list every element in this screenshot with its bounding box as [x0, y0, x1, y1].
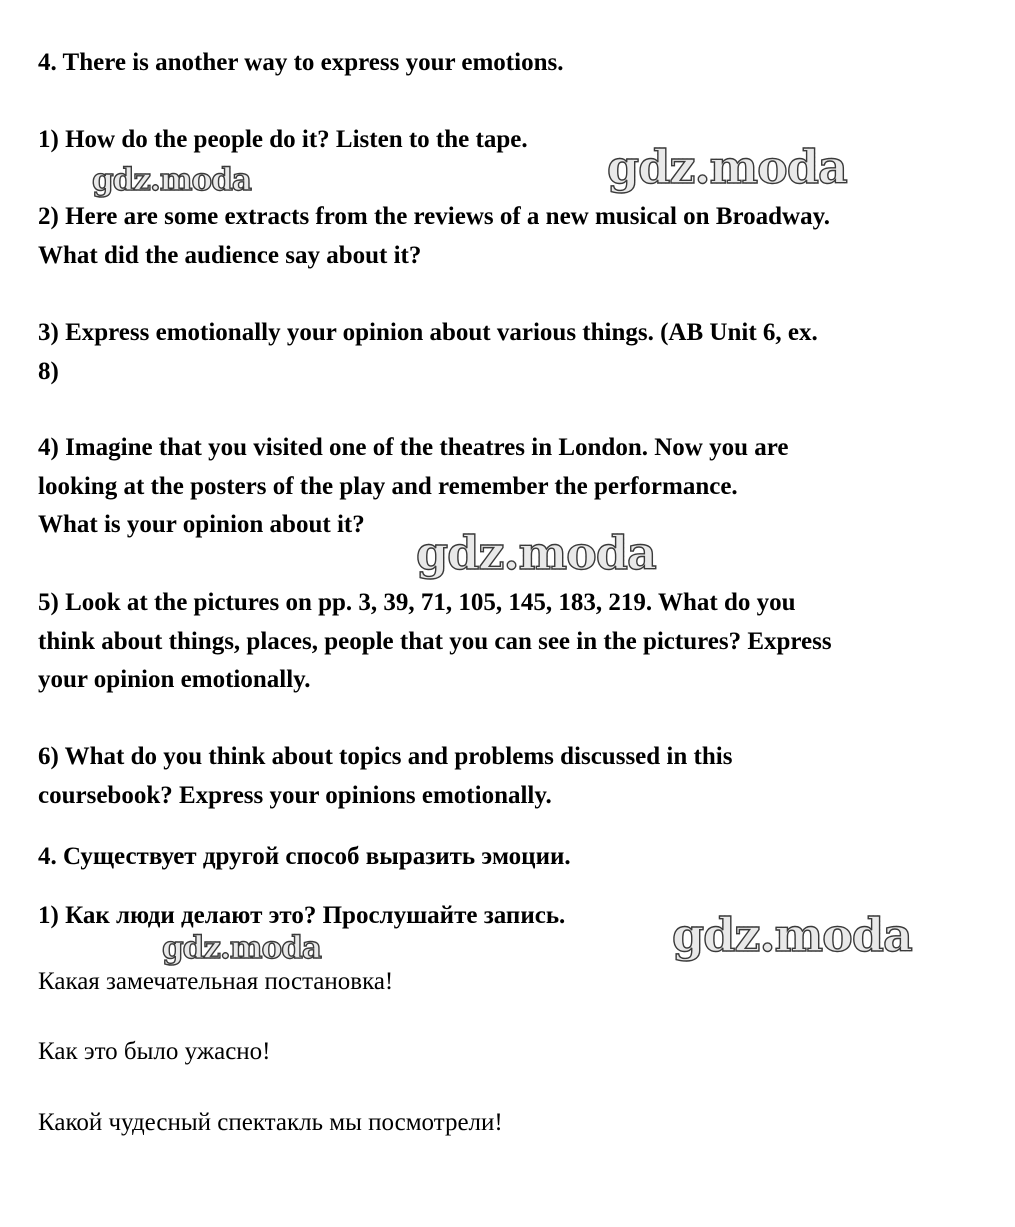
watermark-logo: gdz.moda: [607, 140, 847, 194]
watermark-logo: gdz.moda: [672, 908, 912, 962]
task-item-line: 6) What do you think about topics and problems discussed in this: [38, 743, 733, 770]
task-item-line: looking at the posters of the play and remember the performance.: [38, 472, 738, 500]
task-item-line: 4) Imagine that you visited one of the theatres in London. Now you are: [38, 434, 789, 461]
task-item-3-en: [38, 314, 978, 391]
answer-line-1: Какая замечательная постановка!: [38, 968, 394, 995]
task-item-line: 3) Express emotionally your opinion about various things. (AB Unit 6, ex.: [38, 319, 818, 346]
task-item-line: 5) Look at the pictures on pp. 3, 39, 71, 105, 145, 183, 219. What do you: [38, 589, 796, 616]
heading-text: 4. There is another way to express your emotions.: [38, 49, 564, 76]
task-heading-ru: [38, 838, 978, 877]
task-item-line: What did the audience say about it?: [38, 241, 422, 269]
task-item-line: What is your opinion about it?: [38, 511, 365, 538]
task-item-line: your opinion emotionally.: [38, 666, 311, 693]
watermark-logo: gdz.moda: [416, 526, 656, 580]
task-item-2-en: [38, 198, 978, 275]
heading-text: 4. Существует другой способ выразить эмоции.: [38, 843, 571, 870]
task-item-line: coursebook? Express your opinions emotionally.: [38, 781, 552, 809]
watermark-logo: gdz.moda: [92, 162, 251, 198]
task-item-line: 1) Как люди делают это? Прослушайте запись.: [38, 902, 566, 929]
task-item-line: think about things, places, people that you can see in the pictures? Express: [38, 627, 832, 655]
answer-line-3: Какой чудесный спектакль мы посмотрели!: [38, 1109, 503, 1136]
task-item-5-en: [38, 584, 978, 700]
watermark-logo: gdz.moda: [162, 930, 321, 966]
task-heading-en: [38, 44, 978, 83]
task-item-line: 1) How do the people do it? Listen to the tape.: [38, 126, 528, 153]
task-item-line: 8): [38, 357, 59, 385]
task-item-line: 2) Here are some extracts from the reviews of a new musical on Broadway.: [38, 203, 830, 230]
task-item-6-en: [38, 738, 978, 815]
answer-line-2: Как это было ужасно!: [38, 1038, 271, 1065]
